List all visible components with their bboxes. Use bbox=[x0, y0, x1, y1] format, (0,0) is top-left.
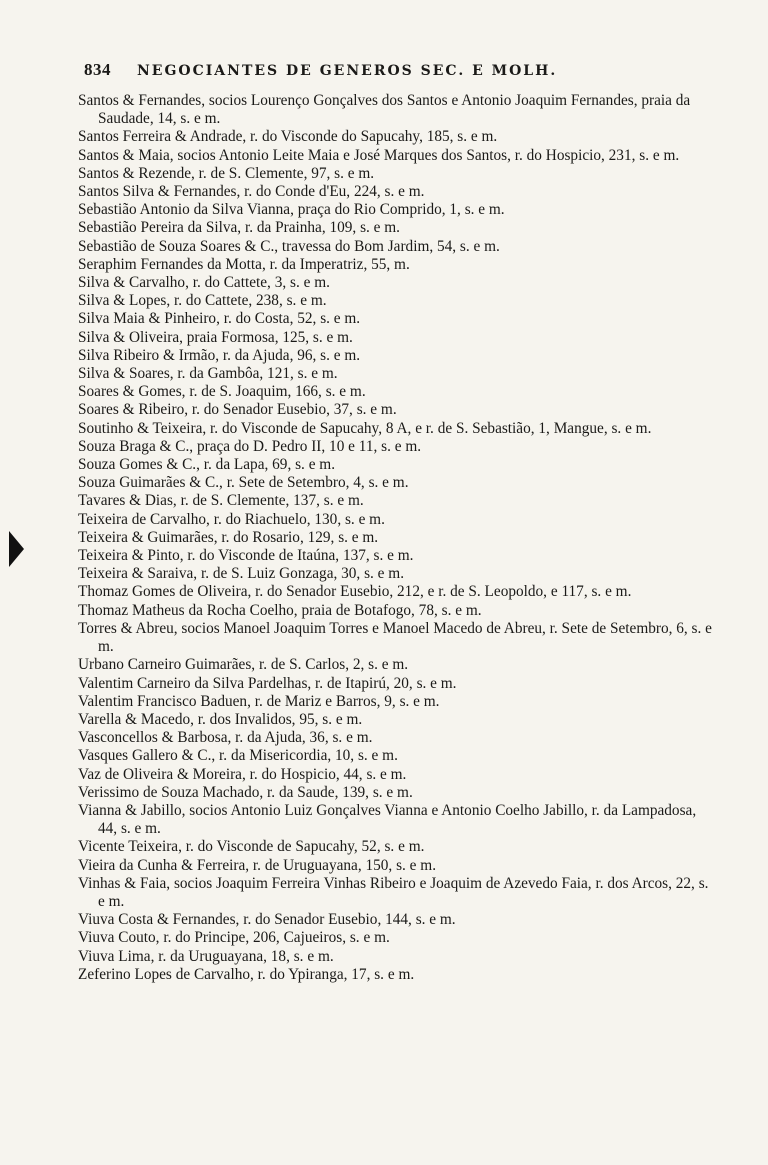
directory-entry: Souza Guimarães & C., r. Sete de Setembro, 4, s. e m. bbox=[78, 474, 409, 492]
page-header bbox=[84, 60, 644, 80]
directory-entry: Santos & Fernandes, socios Lourenço Gonçalves dos Santos e Antonio Joaquim Fernandes, praia da Saudade, 14, s. e m. bbox=[78, 92, 691, 128]
directory-entry: Verissimo de Souza Machado, r. da Saude, 139, s. e m. bbox=[78, 783, 413, 801]
directory-entry: Santos & Rezende, r. de S. Clemente, 97, s. e m. bbox=[78, 164, 375, 182]
directory-entry: Vinhas & Faia, socios Joaquim Ferreira Vinhas Ribeiro e Joaquim de Azevedo Faia, r. dos Arcos, 22, s. e m. bbox=[78, 874, 709, 910]
directory-entry: Teixeira de Carvalho, r. do Riachuelo, 130, s. e m. bbox=[78, 510, 385, 528]
running-title: NEGOCIANTES DE GENEROS SEC. E MOLH. bbox=[137, 63, 558, 79]
directory-entry: Soares & Ribeiro, r. do Senador Eusebio, 37, s. e m. bbox=[78, 401, 397, 419]
directory-entry: Sebastião Pereira da Silva, r. da Prainha, 109, s. e m. bbox=[78, 219, 401, 237]
directory-entry: Vianna & Jabillo, socios Antonio Luiz Gonçalves Vianna e Antonio Coelho Jabillo, r. da Lampadosa, 44, s. e m. bbox=[78, 801, 697, 838]
directory-entry: Souza Gomes & C., r. da Lapa, 69, s. e m. bbox=[78, 456, 336, 474]
directory-entry: Soutinho & Teixeira, r. do Visconde de Sapucahy, 8 A, e r. de S. Sebastião, 1, Mangue, s. e m. bbox=[78, 419, 652, 437]
directory-entry: Zeferino Lopes de Carvalho, r. do Ypiranga, 17, s. e m. bbox=[78, 965, 415, 983]
directory-entry: Sebastião Antonio da Silva Vianna, praça do Rio Comprido, 1, s. e m. bbox=[78, 201, 505, 219]
directory-entry: Soares & Gomes, r. de S. Joaquim, 166, s. e m. bbox=[78, 383, 366, 401]
directory-entry: Teixeira & Guimarães, r. do Rosario, 129, s. e m. bbox=[78, 528, 379, 546]
directory-entry: Souza Braga & C., praça do D. Pedro II, 10 e 11, s. e m. bbox=[78, 437, 422, 455]
directory-entry: Sebastião de Souza Soares & C., travessa do Bom Jardim, 54, s. e m. bbox=[78, 237, 500, 255]
directory-entry: Valentim Carneiro da Silva Pardelhas, r. de Itapirú, 20, s. e m. bbox=[78, 674, 457, 692]
directory-entry: Silva & Lopes, r. do Cattete, 238, s. e m. bbox=[78, 292, 327, 310]
directory-entry: Urbano Carneiro Guimarães, r. de S. Carlos, 2, s. e m. bbox=[78, 656, 409, 674]
directory-entry: Valentim Francisco Baduen, r. de Mariz e Barros, 9, s. e m. bbox=[78, 692, 440, 710]
directory-entry: Silva Maia & Pinheiro, r. do Costa, 52, s. e m. bbox=[78, 310, 361, 328]
page-number: 834 bbox=[84, 60, 111, 79]
directory-entry: Seraphim Fernandes da Motta, r. da Imperatriz, 55, m. bbox=[78, 255, 410, 273]
directory-entry: Thomaz Matheus da Rocha Coelho, praia de Botafogo, 78, s. e m. bbox=[78, 601, 482, 619]
directory-entry: Vasques Gallero & C., r. da Misericordia, 10, s. e m. bbox=[78, 747, 398, 765]
directory-entry: Silva & Carvalho, r. do Cattete, 3, s. e m. bbox=[78, 274, 330, 292]
directory-entry: Viuva Couto, r. do Principe, 206, Cajueiros, s. e m. bbox=[78, 929, 390, 947]
directory-entry: Viuva Costa & Fernandes, r. do Senador Eusebio, 144, s. e m. bbox=[78, 911, 456, 929]
directory-entry: Vicente Teixeira, r. do Visconde de Sapucahy, 52, s. e m. bbox=[78, 838, 425, 856]
directory-entry: Santos Silva & Fernandes, r. do Conde d'Eu, 224, s. e m. bbox=[78, 183, 425, 201]
directory-entry: Torres & Abreu, socios Manoel Joaquim Torres e Manoel Macedo de Abreu, r. Sete de Setembro, 6, s. e m. bbox=[78, 619, 712, 656]
directory-entry: Teixeira & Pinto, r. do Visconde de Itaúna, 137, s. e m. bbox=[78, 547, 414, 565]
directory-entry: Varella & Macedo, r. dos Invalidos, 95, s. e m. bbox=[78, 710, 363, 728]
directory-entry: Silva & Soares, r. da Gambôa, 121, s. e m. bbox=[78, 365, 338, 383]
directory-entry: Santos & Maia, socios Antonio Leite Maia e José Marques dos Santos, r. do Hospicio, 231, s. e m. bbox=[78, 146, 680, 164]
directory-entry: Silva & Oliveira, praia Formosa, 125, s. e m. bbox=[78, 328, 353, 346]
directory-entry: Teixeira & Saraiva, r. de S. Luiz Gonzaga, 30, s. e m. bbox=[78, 565, 405, 583]
directory-entry: Silva Ribeiro & Irmão, r. da Ajuda, 96, s. e m. bbox=[78, 346, 361, 364]
directory-entry: Vaz de Oliveira & Moreira, r. do Hospicio, 44, s. e m. bbox=[78, 765, 407, 783]
directory-entry: Thomaz Gomes de Oliveira, r. do Senador Eusebio, 212, e r. de S. Leopoldo, e 117, s. e m. bbox=[78, 583, 632, 601]
directory-entry: Vieira da Cunha & Ferreira, r. de Uruguayana, 150, s. e m. bbox=[78, 856, 437, 874]
directory-entry: Santos Ferreira & Andrade, r. do Visconde do Sapucahy, 185, s. e m. bbox=[78, 128, 498, 146]
margin-arrow-icon bbox=[9, 531, 24, 567]
directory-entry: Viuva Lima, r. da Uruguayana, 18, s. e m. bbox=[78, 947, 334, 965]
directory-entry: Vasconcellos & Barbosa, r. da Ajuda, 36, s. e m. bbox=[78, 729, 373, 747]
entry-list bbox=[78, 92, 714, 984]
directory-entry: Tavares & Dias, r. de S. Clemente, 137, s. e m. bbox=[78, 492, 364, 510]
